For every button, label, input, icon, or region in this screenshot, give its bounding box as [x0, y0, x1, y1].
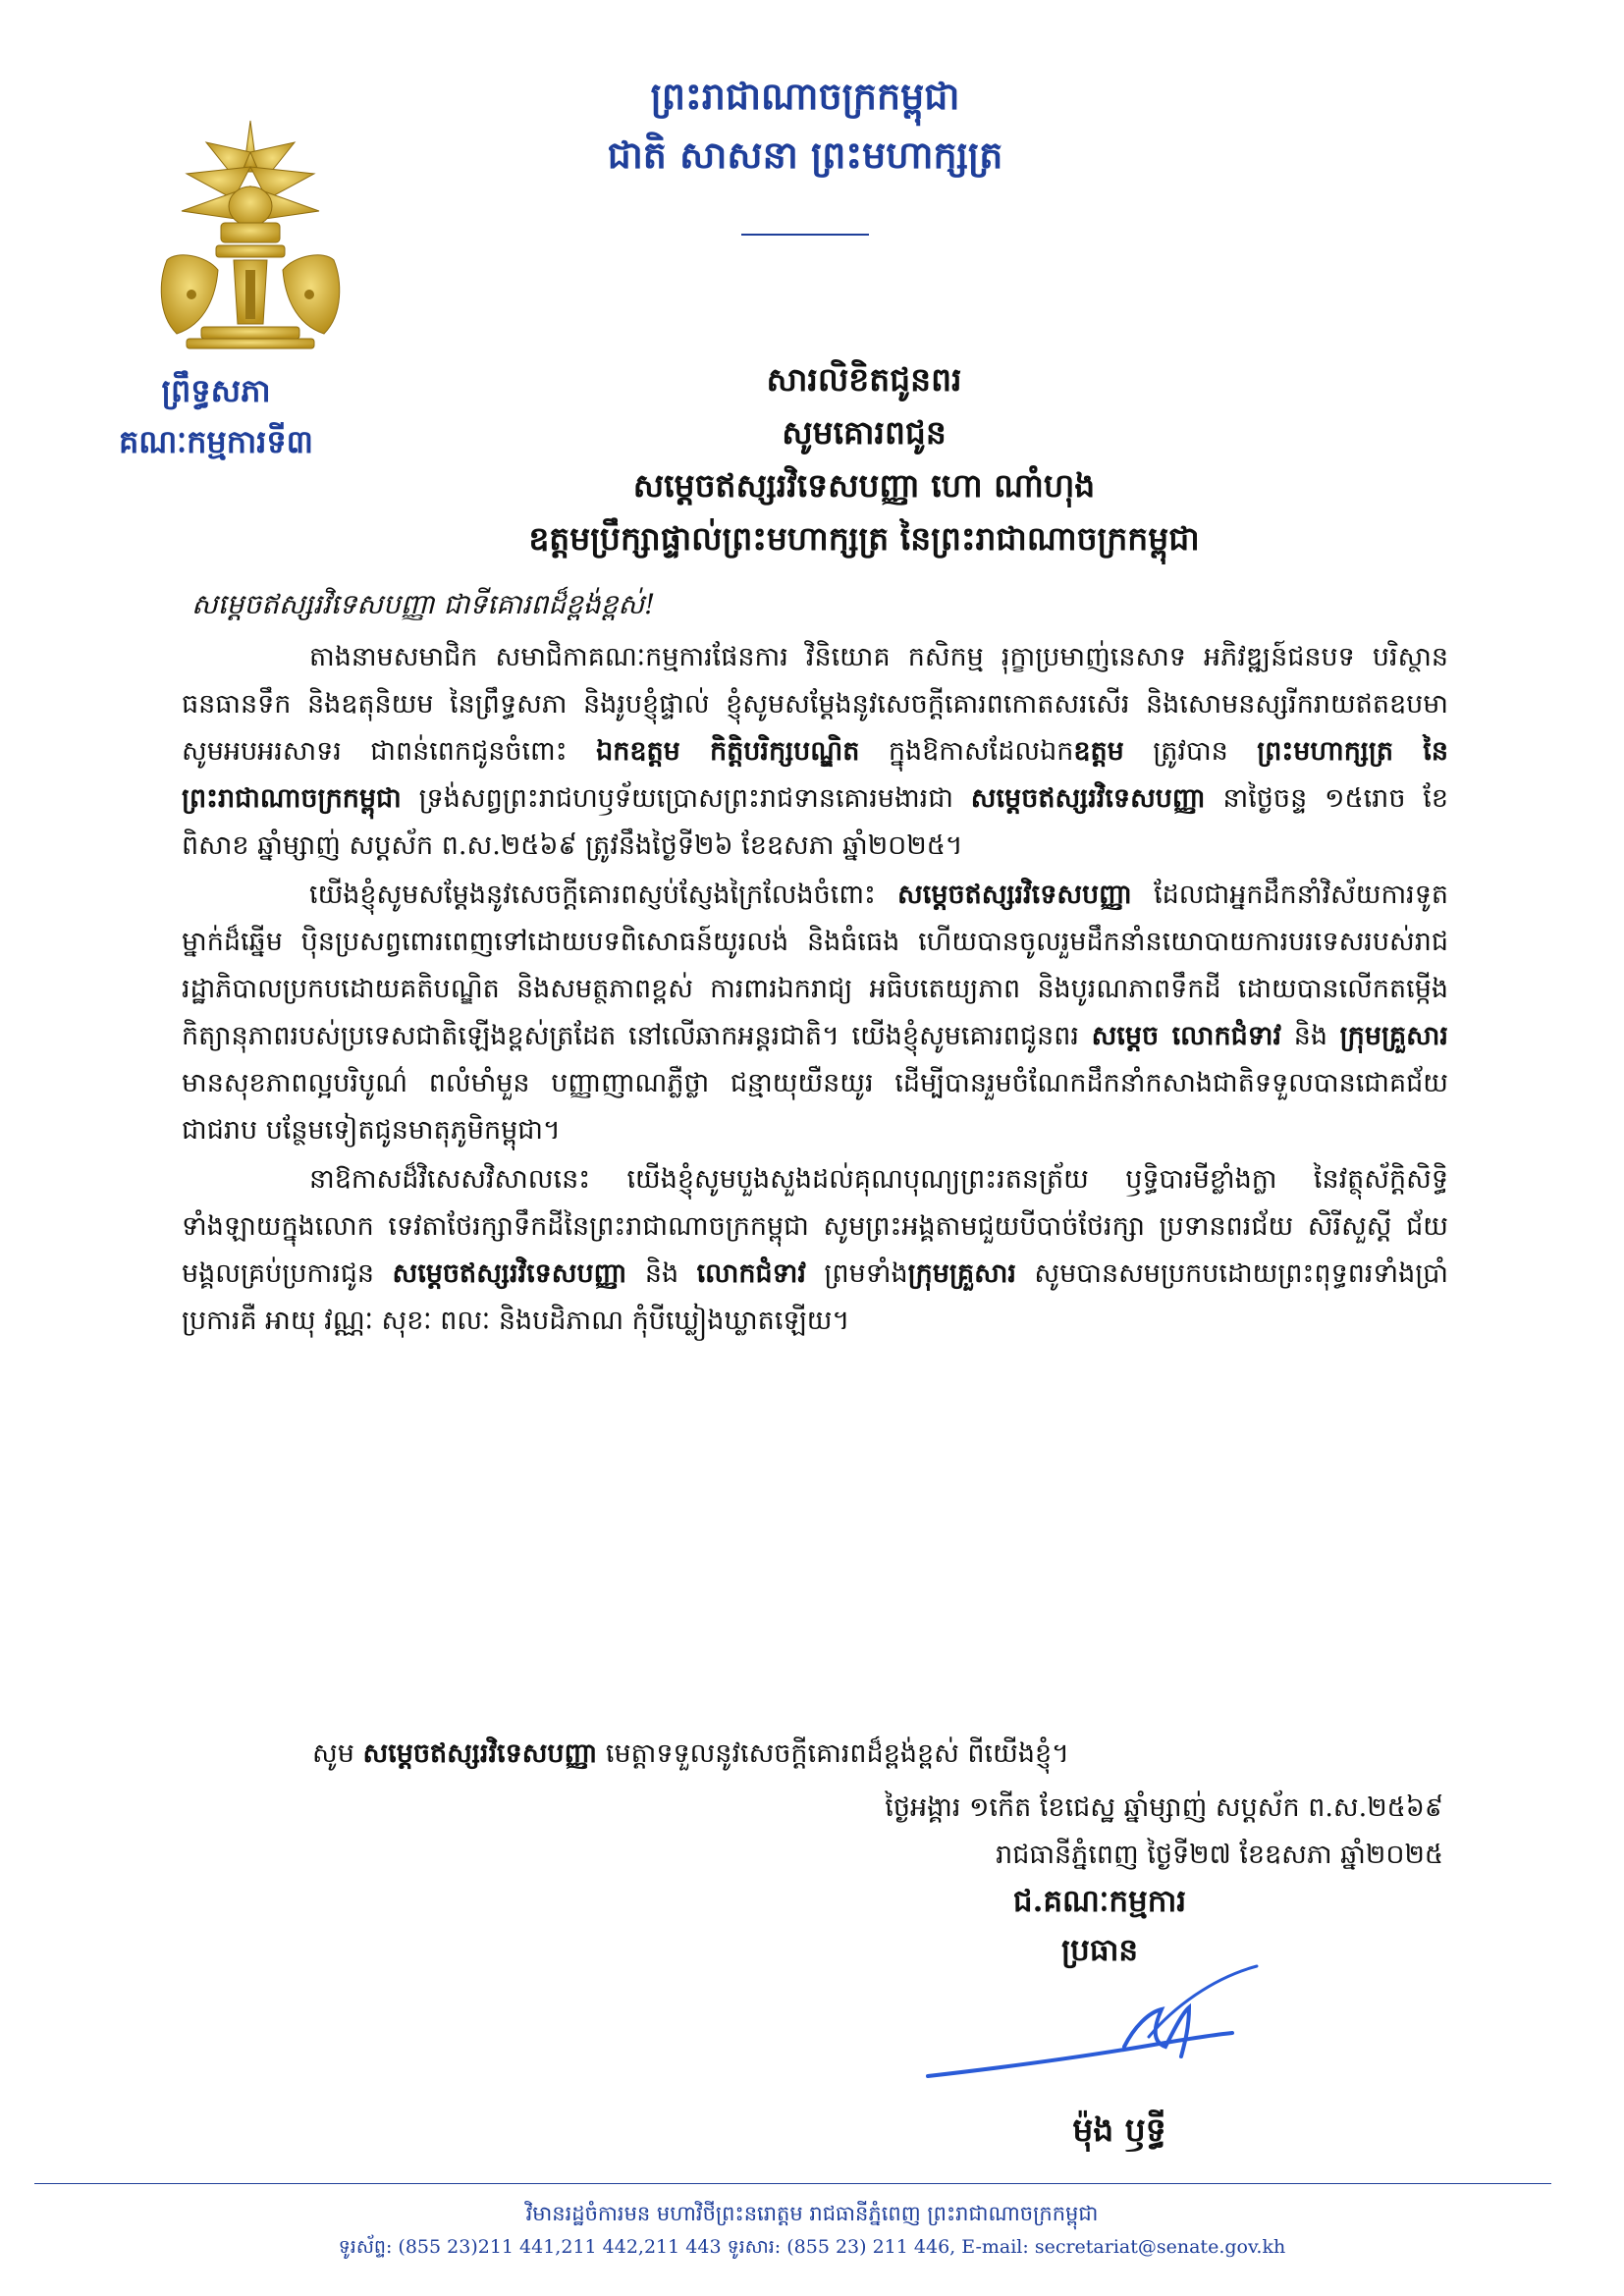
date-block: [687, 1785, 1443, 1879]
handwritten-signature: [918, 1958, 1272, 2106]
letter-body: [182, 634, 1448, 1345]
recipient-name: សម្ដេចឥស្សរវិទេសបញ្ញា ហោ ណាំហុង: [632, 466, 1096, 505]
header-divider: [741, 234, 869, 236]
bold-run: ឧត្តម: [1073, 736, 1124, 767]
text-run: មានសុខភាពល្អបរិបូណ៌ ពលំមាំមួន បញ្ញាញាណភ្លឺថ្លា ជន្មាយុយឺនយូរ ដើម្បីបានរួមចំណែកដឹកនាំកសាងជាតិទទួលបានជោគជ័យជាជរាប បន្ថែមទៀតជូនមាតុភូមិកម្ពុជា។: [182, 1068, 1448, 1146]
signatory-title: ប្រធាន: [1060, 1933, 1139, 1968]
recipient-title: ឧត្តមប្រឹក្សាផ្ទាល់ព្រះមហាក្សត្រ នៃព្រះរាជាណាចក្រកម្ពុជា: [528, 519, 1200, 558]
commission-name: គណៈកម្មការទី៣: [118, 423, 314, 460]
bold-run: ព្រះមហាក្សត្រ នៃព្រះរាជាណាចក្រកម្ពុជា: [182, 736, 1449, 814]
text-run: នាឱកាសដ៏វិសេសវិសាលនេះ យើងខ្ញុំសូមបួងសួងដល់គុណបុណ្យព្រះរតនត្រ័យ ឫទ្ធិបារមីខ្លាំងក្លា នៃវត្ថុស័ក្តិសិទ្ធិទាំងឡាយក្នុងលោក ទេវតាថែរក្សាទឹកដីនៃព្រះរាជាណាចក្រកម្ពុជា សូមព្រះអង្គតាមជួយបីបាច់ថែរក្សា ប្រទានពរជ័យ សិរីសួស្តី ជ័យមង្គលគ្រប់ប្រការជូន: [182, 1164, 1448, 1289]
text-run: សូមបានសមប្រកបដោយព្រះពុទ្ធពរទាំងប្រាំប្រការគឺ អាយុ វណ្ណៈ សុខៈ ពលៈ និងបដិភាណ កុំបីឃ្លៀងឃ្លាតឡើយ។: [182, 1258, 1449, 1336]
footer-address: វិមានរដ្ឋចំការមន មហាវិថីព្រះនរោត្តម រាជធានីភ្នំពេញ ព្រះរាជាណាចក្រកម្ពុជា: [525, 2202, 1099, 2225]
institution-name: ព្រឹទ្ធសភា: [161, 372, 271, 409]
text-run: តាងនាមសមាជិក សមាជិកាគណៈកម្មការផែនការ វិនិយោគ កសិកម្ម រុក្ខាប្រមាញ់នេសាទ អភិវឌ្ឍន៍ជនបទ បរិស្ថាន ធនធានទឹក និងឧតុនិយម នៃព្រឹទ្ធសភា និងរូបខ្ញុំផ្ទាល់ ខ្ញុំសូមសម្ដែងនូវសេចក្ដីគោរពកោតសរសើរ និងសោមនស្សរីករាយឥតឧបមា សូមអបអរសាទរ ជាពន់ពេកជូនចំពោះ: [182, 642, 1448, 767]
text-run: មេត្តាទទួលនូវសេចក្ដីគោរពដ៏ខ្ពង់ខ្ពស់ ពីយើងខ្ញុំ។: [597, 1738, 1069, 1769]
text-run: នាថ្ងៃចន្ទ ១៥រោច ខែពិសាខ ឆ្នាំម្សាញ់ សប្តស័ក ព.ស.២៥៦៩ ត្រូវនឹងថ្ងៃទី២៦ ខែឧសភា ឆ្នាំ២០២៥។: [182, 783, 1449, 861]
footer: [0, 2197, 1624, 2264]
text-run: ត្រូវបាន: [1123, 736, 1258, 767]
bold-run: សម្ដេចឥស្សរវិទេសបញ្ញា: [897, 880, 1132, 910]
solar-date: រាជធានីភ្នំពេញ ថ្ងៃទី២៧ ខែឧសភា ឆ្នាំ២០២៥: [996, 1840, 1443, 1870]
paragraph-2: [182, 872, 1448, 1154]
recipient-greeting: សូមគោរពជូន: [782, 413, 947, 452]
closing-line: [312, 1737, 1069, 1776]
text-run: ក្នុងឱកាសដែលឯក: [859, 736, 1074, 767]
lunar-date: ថ្ងៃអង្គារ ១កើត ខែជេស្ឋ ឆ្នាំម្សាញ់ សប្តស័ក ព.ស.២៥៦៩: [885, 1792, 1443, 1823]
signatory-name: ម៉ុង ឫទ្ធី: [1072, 2110, 1166, 2149]
bold-run: សម្ដេច លោកជំទាវ: [1091, 1021, 1282, 1051]
royal-emblem-icon: [147, 113, 353, 353]
text-run: ដែលជាអ្នកដឹកនាំវិស័យការទូតម្នាក់ដ៏ឆ្នើម ប៉ិនប្រសព្វពោរពេញទៅដោយបទពិសោធន៍យូរលង់ និងធំធេង ហើយបានចូលរួមដឹកនាំនយោបាយការបរទេសរបស់រាជរដ្ឋាភិបាលប្រកបដោយគតិបណ្ឌិត និងសមត្ថភាពខ្ពស់ ការពារឯករាជ្យ អធិបតេយ្យភាព និងបូរណភាពទឹកដី ដោយបានលើកតម្កើងកិត្យានុភាពរបស់ប្រទេសជាតិឡើងខ្ពស់ត្រដែត នៅលើឆាកអន្តរជាតិ។ យើងខ្ញុំសូមគោរពជូនពរ: [182, 880, 1448, 1051]
text-run: ទ្រង់សព្វព្រះរាជហឫទ័យប្រោសព្រះរាជទានគោរមងារជា: [401, 783, 971, 814]
bold-run: ក្រុមគ្រួសារ: [1339, 1021, 1448, 1051]
footer-divider: [34, 2183, 1551, 2184]
text-run: យើងខ្ញុំសូមសម្ដែងនូវសេចក្ដីគោរពស្ញប់ស្ញែងក្រៃលែងចំពោះ: [309, 880, 898, 910]
salutation: សម្ដេចឥស្សរវិទេសបញ្ញា ជាទីគោរពដ៏ខ្ពង់ខ្ពស់!: [191, 588, 656, 620]
kingdom-title: ព្រះរាជាណាចក្រកម្ពុជា: [650, 74, 960, 118]
bold-run: សម្ដេចឥស្សរវិទេសបញ្ញា: [970, 783, 1206, 814]
bold-run: ឯកឧត្តម កិត្តិបរិក្សបណ្ឌិត: [596, 736, 860, 767]
bold-run: លោកជំទាវ: [696, 1258, 806, 1289]
footer-contact: ទូរស័ព្ទ: (855 23)211 441,211 442,211 443 ទូរសារ: (855 23) 211 446, E-mail: secretariat@senate.gov.kh: [338, 2236, 1286, 2258]
institution-block: [69, 365, 363, 467]
on-behalf-label: ជ.គណៈកម្មការ: [1012, 1884, 1187, 1919]
national-motto: ជាតិ សាសនា ព្រះមហាក្សត្រ: [607, 133, 1003, 177]
bold-run: សម្ដេចឥស្សរវិទេសបញ្ញា: [362, 1738, 598, 1769]
bold-run: សម្ដេចឥស្សរវិទេសបញ្ញា: [392, 1258, 627, 1289]
paragraph-3: [182, 1156, 1448, 1345]
text-run: និង: [626, 1258, 697, 1289]
bold-run: ក្រុមគ្រួសារ: [907, 1258, 1016, 1289]
text-run: និង: [1281, 1021, 1340, 1051]
text-run: ព្រមទាំង: [805, 1258, 908, 1289]
kingdom-header: [471, 67, 1139, 236]
letter-title: សារលិខិតជូនពរ: [766, 360, 962, 399]
letter-titles: [324, 353, 1404, 565]
paragraph-1: [182, 634, 1448, 870]
text-run: សូម: [312, 1738, 363, 1769]
